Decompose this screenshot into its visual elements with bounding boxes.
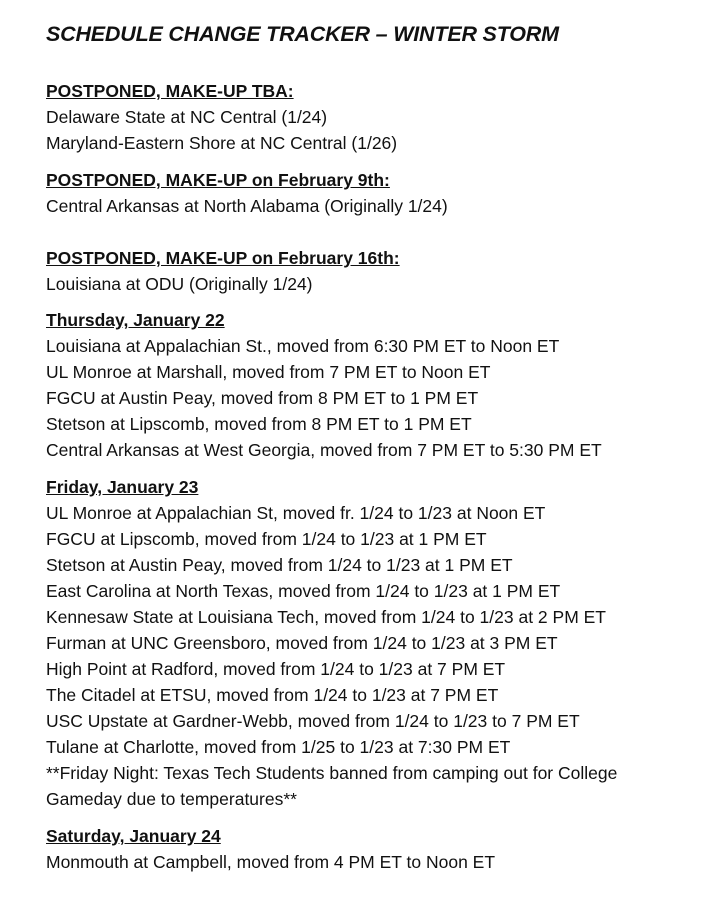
schedule-line: East Carolina at North Texas, moved from 1/24 to 1/23 at 1 PM ET — [46, 581, 561, 601]
schedule-line: USC Upstate at Gardner-Webb, moved from 1/24 to 1/23 to 7 PM ET — [46, 711, 580, 731]
schedule-line: Louisiana at ODU (Originally 1/24) — [46, 274, 313, 294]
schedule-line: Furman at UNC Greensboro, moved from 1/24 to 1/23 at 3 PM ET — [46, 633, 558, 653]
schedule-line: Kennesaw State at Louisiana Tech, moved from 1/24 to 1/23 at 2 PM ET — [46, 607, 606, 627]
schedule-line: Louisiana at Appalachian St., moved from 6:30 PM ET to Noon ET — [46, 336, 560, 356]
schedule-line: The Citadel at ETSU, moved from 1/24 to 1/23 at 7 PM ET — [46, 685, 499, 705]
schedule-note: **Friday Night: Texas Tech Students banned from camping out for College Gameday due to temperatures** — [46, 763, 618, 809]
section-postponed-feb-9 — [46, 167, 686, 219]
section-thursday-jan-22 — [46, 307, 686, 463]
document — [46, 20, 686, 875]
section-heading: Thursday, January 22 — [46, 310, 225, 330]
schedule-line: Delaware State at NC Central (1/24) — [46, 107, 328, 127]
section-heading: POSTPONED, MAKE-UP on February 9th: — [46, 170, 390, 190]
section-postponed-feb-16 — [46, 245, 686, 297]
section-saturday-jan-24 — [46, 823, 686, 875]
schedule-line: Central Arkansas at North Alabama (Originally 1/24) — [46, 196, 448, 216]
document-title: SCHEDULE CHANGE TRACKER – WINTER STORM — [46, 22, 559, 46]
section-heading: Friday, January 23 — [46, 477, 199, 497]
schedule-line: FGCU at Lipscomb, moved from 1/24 to 1/23 at 1 PM ET — [46, 529, 487, 549]
schedule-line: Maryland-Eastern Shore at NC Central (1/26) — [46, 133, 398, 153]
schedule-line: Monmouth at Campbell, moved from 4 PM ET to Noon ET — [46, 852, 496, 872]
section-postponed-tba — [46, 78, 686, 156]
section-heading: POSTPONED, MAKE-UP on February 16th: — [46, 248, 400, 268]
schedule-line: UL Monroe at Appalachian St, moved fr. 1/24 to 1/23 at Noon ET — [46, 503, 546, 523]
schedule-line: Tulane at Charlotte, moved from 1/25 to 1/23 at 7:30 PM ET — [46, 737, 511, 757]
schedule-line: FGCU at Austin Peay, moved from 8 PM ET to 1 PM ET — [46, 388, 479, 408]
section-heading: Saturday, January 24 — [46, 826, 221, 846]
section-heading: POSTPONED, MAKE-UP TBA: — [46, 81, 294, 101]
schedule-line: Stetson at Austin Peay, moved from 1/24 to 1/23 at 1 PM ET — [46, 555, 513, 575]
schedule-line: Central Arkansas at West Georgia, moved from 7 PM ET to 5:30 PM ET — [46, 440, 602, 460]
schedule-line: UL Monroe at Marshall, moved from 7 PM ET to Noon ET — [46, 362, 491, 382]
schedule-line: High Point at Radford, moved from 1/24 to 1/23 at 7 PM ET — [46, 659, 506, 679]
schedule-line: Stetson at Lipscomb, moved from 8 PM ET to 1 PM ET — [46, 414, 472, 434]
section-friday-jan-23 — [46, 474, 686, 812]
